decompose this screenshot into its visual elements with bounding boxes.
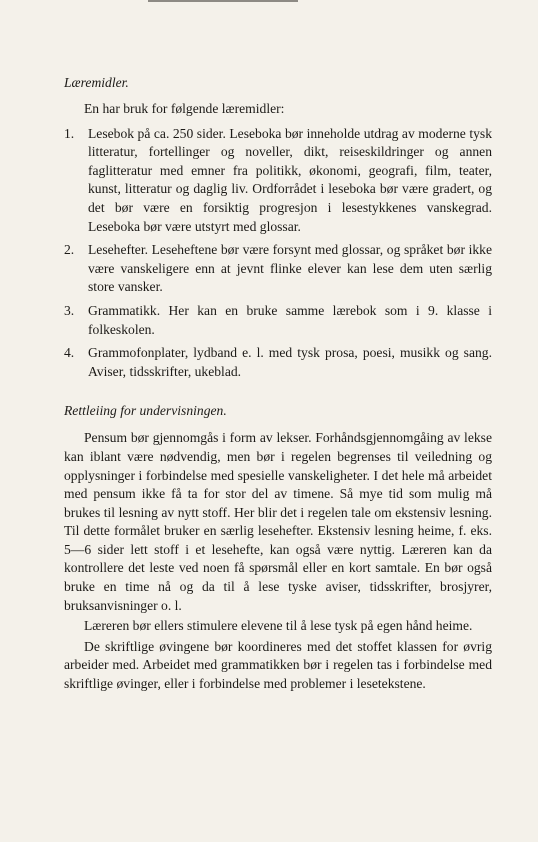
- list-item-number: 1.: [64, 125, 75, 141]
- body-paragraph: De skriftlige øvingene bør koordineres med det stoffet klassen for øvrig arbeider med. Arbeidet med grammatikken bør i regelen tas i forbindelse med skriftlige øvinger, eller i forbindelse med problemer i lesetekstene.: [64, 638, 492, 692]
- top-edge-rule: [148, 0, 298, 2]
- body-paragraph: Læreren bør ellers stimulere elevene til å lese tysk på egen hånd heime.: [84, 618, 473, 634]
- list-item-text: Grammatikk. Her kan en bruke samme lærebok som i 9. klasse i folkeskolen.: [88, 302, 492, 337]
- list-item: [64, 302, 492, 339]
- list-item-text: Lesebok på ca. 250 sider. Leseboka bør inneholde utdrag av moderne tysk litteratur, fortellinger og noveller, dikt, reiseskildringer og annen faglitteratur med emner fra politikk, økonomi, geografi, film, teater, kunst, litteratur og daglig liv. Ordforrådet i leseboka bør være gradert, og det bør være en forsiktig progresjon i lesestykkenes vanskegrad. Leseboka bør være utstyrt med glossar.: [88, 125, 492, 234]
- section-heading-laeremidler: Læremidler.: [64, 75, 129, 90]
- list-item-text: Lesehefter. Leseheftene bør være forsynt med glossar, og språket bør ikke være vanskeligere enn at jevnt flinke elever kan lese dem uten særlig store vansker.: [88, 242, 492, 295]
- list-item: [64, 241, 492, 297]
- materials-list: [64, 125, 492, 382]
- list-item-number: 3.: [64, 302, 75, 318]
- list-item-number: 2.: [64, 242, 75, 258]
- list-item: [64, 344, 492, 381]
- body-paragraph: Pensum bør gjennomgås i form av lekser. Forhåndsgjennomgåing av lekse kan iblant være nødvendig, men bør i regelen begrenses til veiledning og opplysninger i forbindelse med spesielle vanskeligheter. I det hele må arbeidet med pensum ikke få ta for stor del av timene. Så mye tid som mulig må brukes til lesning av nytt stoff. Her blir det i regelen tale om ekstensiv lesning. Til dette formålet bruker en særlig lesehefter. Ekstensiv lesning heime, f. eks. 5—6 sider lett stoff i et lesehefte, kan også være nyttig. Læreren kan da kontrollere det leste ved noen få spørsmål eller en kort samtale. En bør også bruke en time nå og da til å lese tyske aviser, tidsskrifter, brosjyrer, bruksanvisninger o. l.: [64, 430, 492, 613]
- list-item-text: Grammofonplater, lydband e. l. med tysk prosa, poesi, musikk og sang. Aviser, tidsskrifter, ukeblad.: [88, 345, 492, 379]
- list-item-number: 4.: [64, 345, 75, 361]
- intro-line: En har bruk for følgende læremidler:: [84, 101, 285, 116]
- list-item: [64, 125, 492, 237]
- section-heading-rettleiing: Rettleiing for undervisningen.: [64, 403, 227, 419]
- document-page: [64, 74, 492, 696]
